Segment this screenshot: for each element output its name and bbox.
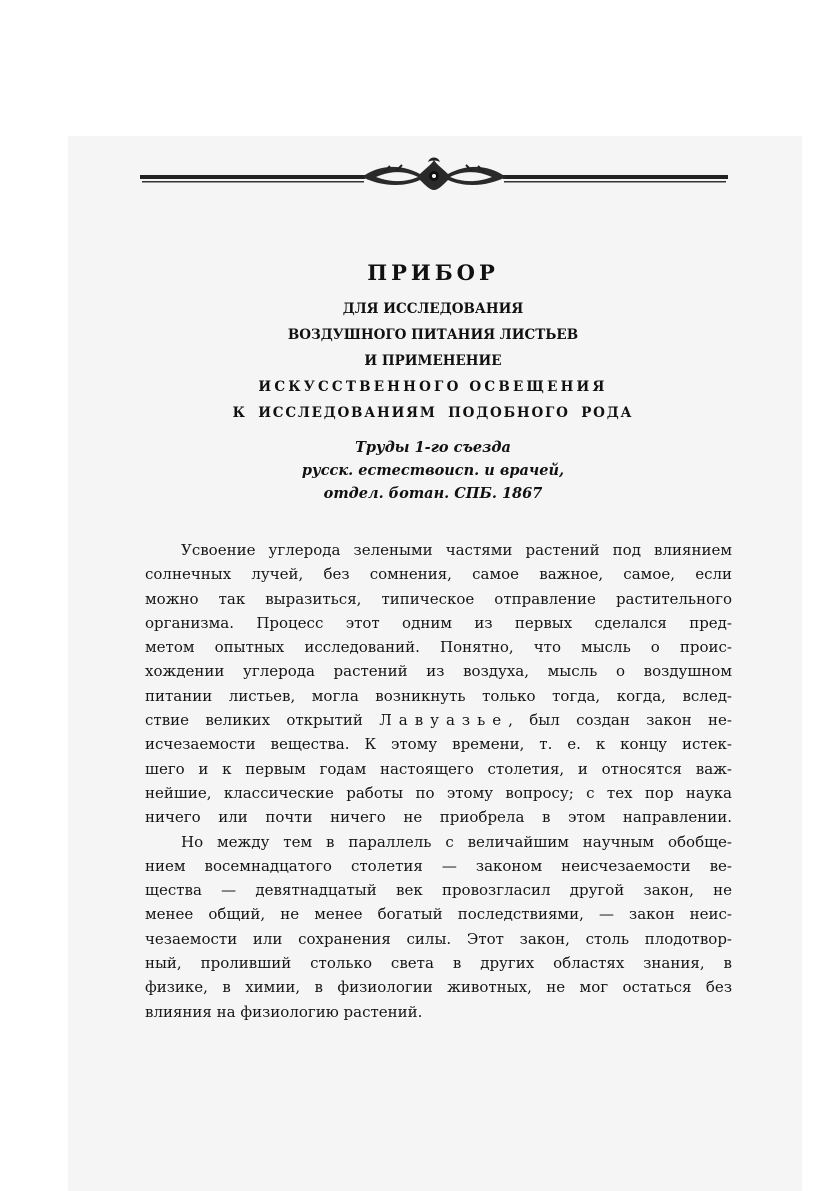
subtitle-line: ИСКУССТВЕННОГО ОСВЕЩЕНИЯ — [258, 379, 608, 395]
text-line: можно так выразиться, типическое отправление растительного — [145, 589, 732, 608]
subtitle-line: И ПРИМЕНЕНИЕ — [364, 353, 502, 369]
subtitle-line: К ИССЛЕДОВАНИЯМ ПОДОБНОГО РОДА — [232, 405, 634, 421]
text-line: Но между тем в параллель с величайшим научным обобще- — [181, 832, 732, 851]
text-line: влияния на физиологию растений. — [145, 1002, 423, 1021]
text-line: исчезаемости вещества. К этому времени, т. е. к концу истек- — [145, 735, 732, 754]
text-fragment: ствие великих открытий — [145, 711, 363, 730]
text-line: питании листьев, могла возникнуть только тогда, когда, вслед- — [145, 686, 732, 705]
text-line: нием восемнадцатого столетия — законом неисчезаемости ве- — [145, 856, 732, 875]
text-line: метом опытных исследований. Понятно, что мысль о проис- — [145, 638, 732, 657]
text-line: солнечных лучей, без сомнения, самое важное, самое, если — [145, 565, 732, 584]
text-line: чезаемости или сохранения силы. Этот закон, столь плодотвор- — [145, 929, 732, 948]
text-line: щества — девятнадцатый век провозгласил другой закон, не — [145, 881, 732, 900]
text-line: нейшие, классические работы по этому вопросу; с тех пор наука — [145, 783, 732, 802]
text-line: физике, в химии, в физиологии животных, не мог остаться без — [145, 978, 732, 997]
source-line: Труды 1-го съезда — [355, 439, 511, 456]
text-line: ный, проливший столько света в других областях знания, в — [145, 954, 732, 973]
subtitle-line: ВОЗДУШНОГО ПИТАНИЯ ЛИСТЬЕВ — [287, 327, 579, 343]
text-line: менее общий, не менее богатый последствиями, — закон неис- — [145, 905, 732, 924]
author-name: Лавуазье — [379, 711, 509, 730]
text-line: организма. Процесс этот одним из первых сделался пред- — [145, 613, 732, 632]
text-line: ничего или почти ничего не приобрела в этом направлении. — [145, 808, 732, 827]
text-fragment: , был создан закон не- — [508, 711, 732, 730]
source-citation — [140, 436, 726, 505]
floral-rule-ornament-icon — [140, 150, 728, 194]
text-line — [145, 708, 732, 732]
body-text — [145, 538, 732, 1024]
title-block — [140, 258, 726, 426]
text-line: хождении углерода растений из воздуха, мысль о воздушном — [145, 662, 732, 681]
text-line: шего и к первым годам настоящего столетия, и относятся важ- — [145, 759, 732, 778]
subtitle-line: ДЛЯ ИССЛЕДОВАНИЯ — [342, 301, 524, 317]
source-line: русск. естествоисп. и врачей, — [301, 462, 565, 479]
text-line: Усвоение углерода зелеными частями растений под влиянием — [181, 541, 732, 559]
page-title: ПРИБОР — [367, 260, 499, 285]
source-line: отдел. ботан. СПБ. 1867 — [323, 485, 543, 502]
